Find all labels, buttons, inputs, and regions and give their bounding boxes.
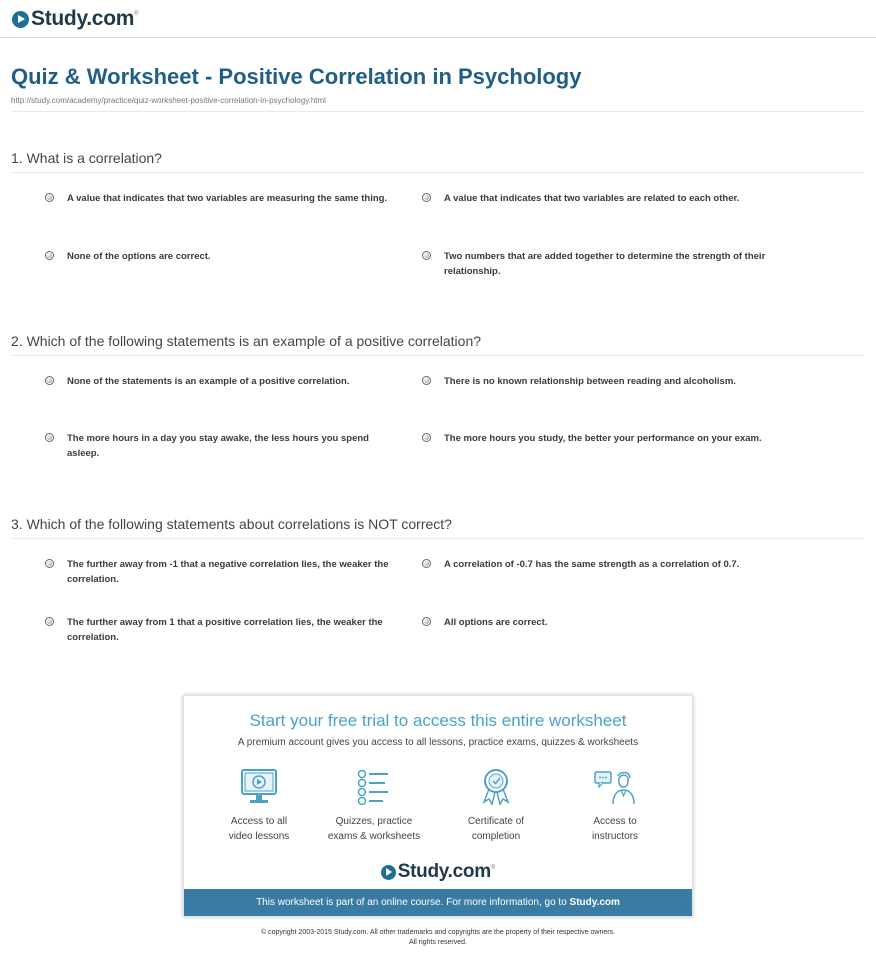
- answer-option-2a[interactable]: [45, 374, 390, 389]
- answer-option-3b[interactable]: [422, 557, 767, 572]
- option-label: A value that indicates that two variables are measuring the same thing.: [67, 193, 388, 204]
- radio-icon[interactable]: [45, 376, 54, 385]
- promo-subtitle: A premium account gives you access to all lessons, practice exams, quizzes & worksheets: [237, 737, 639, 748]
- play-logo-icon: [381, 865, 396, 880]
- play-logo-icon: [12, 11, 29, 28]
- option-label: All options are correct.: [444, 617, 548, 628]
- answer-option-2d[interactable]: [422, 431, 767, 446]
- feature-quizzes: [319, 768, 429, 844]
- radio-icon[interactable]: [422, 617, 431, 626]
- list-icon: [319, 768, 429, 806]
- radio-icon[interactable]: [422, 433, 431, 442]
- option-label: The more hours you study, the better your performance on your exam.: [444, 433, 762, 444]
- page-url: http://study.com/academy/practice/quiz-worksheet-positive-correlation-in-psychology.html: [11, 96, 326, 105]
- feature-instructors: [560, 768, 670, 844]
- answer-option-1b[interactable]: [422, 191, 767, 206]
- question-2: [11, 333, 864, 503]
- course-info-bar: [184, 889, 692, 916]
- instructor-chat-icon: [560, 768, 670, 806]
- free-trial-promo: [183, 695, 693, 917]
- certificate-ribbon-icon: [441, 768, 551, 806]
- radio-icon[interactable]: [422, 376, 431, 385]
- video-monitor-icon: [204, 768, 314, 806]
- radio-icon[interactable]: [45, 559, 54, 568]
- feature-label: Access to instructors: [591, 816, 639, 842]
- page-title: Quiz & Worksheet - Positive Correlation in Psychology: [11, 64, 582, 89]
- option-label: None of the options are correct.: [67, 251, 211, 262]
- option-label: A value that indicates that two variables are related to each other.: [444, 193, 740, 204]
- promo-title[interactable]: Start your free trial to access this entire worksheet: [249, 711, 627, 730]
- promo-study-logo[interactable]: [184, 861, 692, 883]
- question-text: 3. Which of the following statements about correlations is NOT correct?: [11, 516, 452, 532]
- question-1: [11, 150, 864, 320]
- logo-trademark: ®: [134, 11, 139, 17]
- answer-option-2b[interactable]: [422, 374, 767, 389]
- radio-icon[interactable]: [422, 559, 431, 568]
- radio-icon[interactable]: [45, 433, 54, 442]
- answer-option-3c[interactable]: [45, 615, 390, 645]
- option-label: There is no known relationship between reading and alcoholism.: [444, 376, 736, 387]
- option-label: A correlation of -0.7 has the same strength as a correlation of 0.7.: [444, 559, 740, 570]
- option-label: The more hours in a day you stay awake, the less hours you spend asleep.: [67, 433, 369, 459]
- question-text: 2. Which of the following statements is an example of a positive correlation?: [11, 333, 482, 349]
- answer-option-3a[interactable]: [45, 557, 390, 587]
- radio-icon[interactable]: [45, 193, 54, 202]
- question-text: 1. What is a correlation?: [11, 150, 162, 166]
- question-divider: [11, 538, 864, 539]
- radio-icon[interactable]: [45, 617, 54, 626]
- question-3: [11, 516, 864, 686]
- option-label: Two numbers that are added together to determine the strength of their relationship.: [444, 251, 766, 277]
- answer-option-2c[interactable]: [45, 431, 390, 461]
- answer-option-3d[interactable]: [422, 615, 767, 630]
- feature-label: Quizzes, practice exams & worksheets: [327, 816, 421, 842]
- radio-icon[interactable]: [45, 251, 54, 260]
- radio-icon[interactable]: [422, 251, 431, 260]
- course-info-text: This worksheet is part of an online course. For more information, go to: [256, 897, 570, 908]
- feature-certificate: [441, 768, 551, 844]
- logo-text: Study.com: [397, 861, 491, 882]
- logo-trademark: ®: [490, 865, 496, 871]
- header-divider: [0, 37, 876, 38]
- feature-label: Access to all video lessons: [228, 816, 290, 842]
- option-label: The further away from 1 that a positive correlation lies, the weaker the correlation.: [67, 617, 383, 643]
- feature-label: Certificate of completion: [467, 816, 525, 842]
- question-divider: [11, 355, 864, 356]
- study-link[interactable]: Study.com: [569, 897, 620, 908]
- question-divider: [11, 172, 864, 173]
- answer-option-1c[interactable]: [45, 249, 390, 264]
- answer-option-1d[interactable]: [422, 249, 767, 279]
- copyright-notice: © copyright 2003-2015 Study.com. All other trademarks and copyrights are the property of their respective owners. All rights reserved.: [260, 929, 616, 946]
- option-label: None of the statements is an example of a positive correlation.: [67, 376, 350, 387]
- radio-icon[interactable]: [422, 193, 431, 202]
- feature-video-lessons: [204, 768, 314, 844]
- option-label: The further away from -1 that a negative correlation lies, the weaker the correlation.: [67, 559, 389, 585]
- answer-option-1a[interactable]: [45, 191, 390, 206]
- logo-text: Study.com: [31, 7, 135, 30]
- title-divider: [11, 111, 864, 112]
- study-logo[interactable]: [12, 7, 139, 31]
